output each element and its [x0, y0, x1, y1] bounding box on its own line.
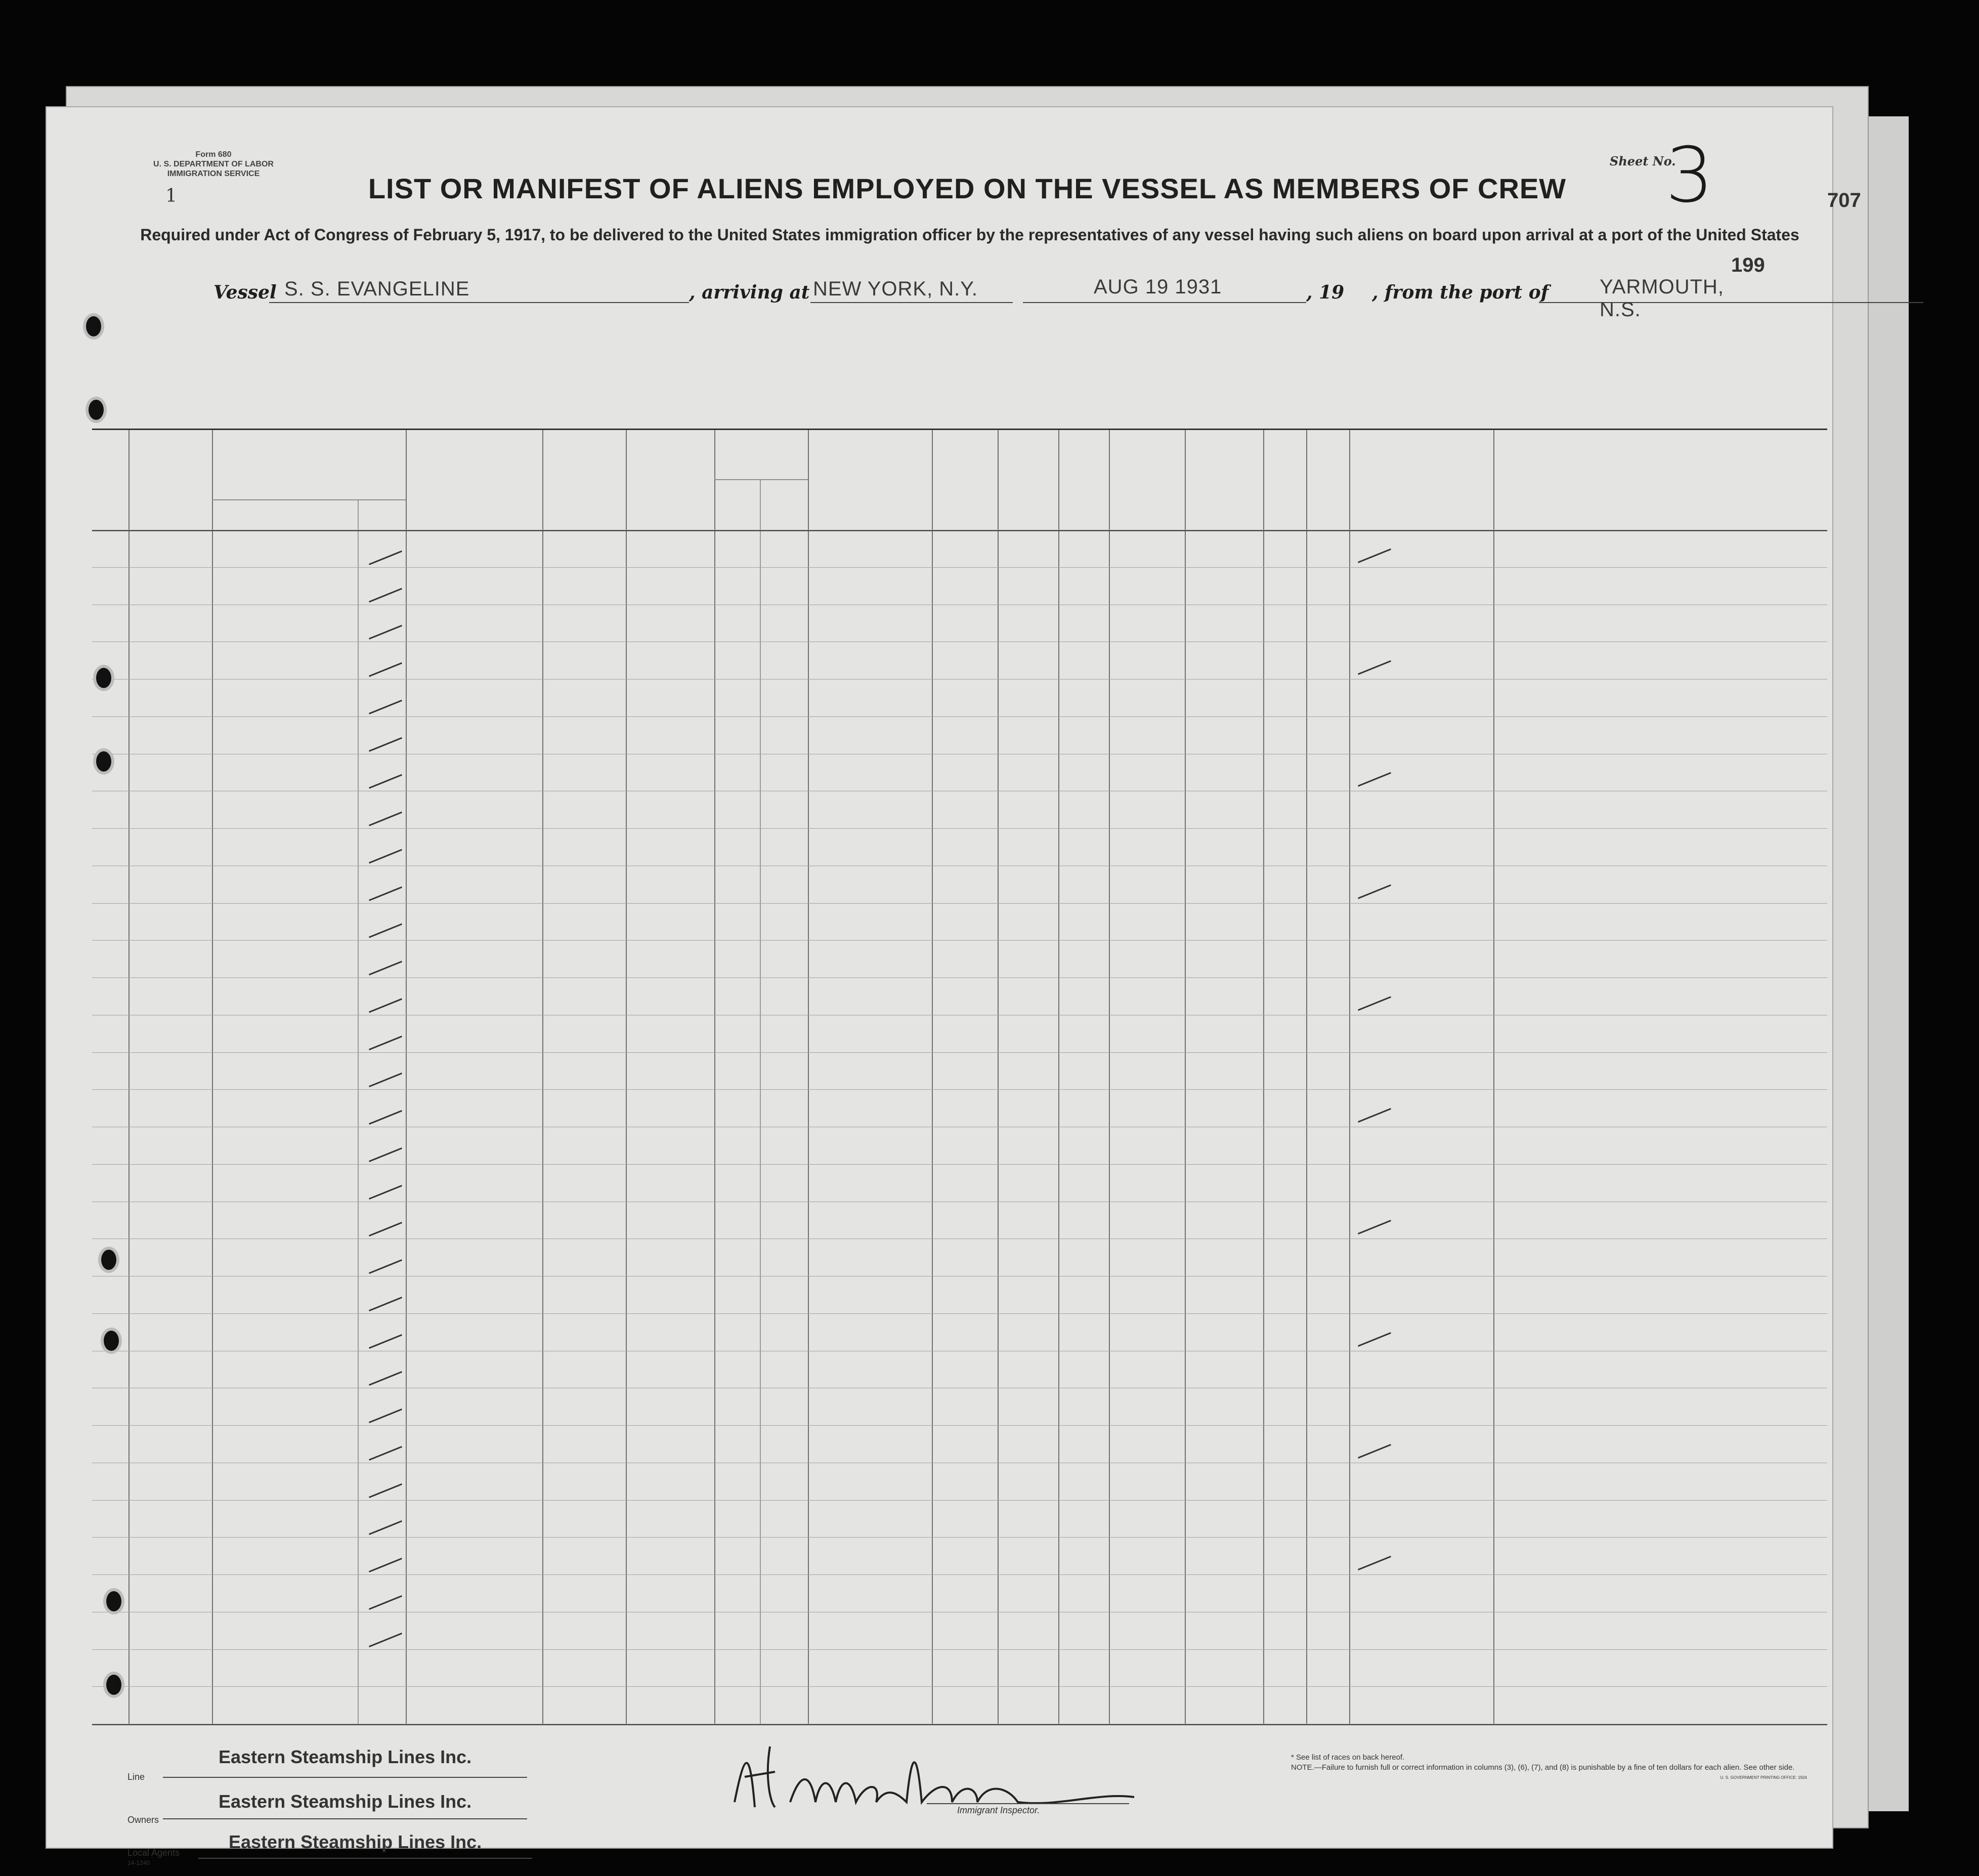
row-rule — [92, 1425, 1827, 1426]
physical-marks-check — [1358, 1220, 1391, 1234]
service-check-mark — [369, 587, 402, 602]
column-divider — [932, 429, 933, 1724]
agents-label: Local Agents — [127, 1848, 180, 1858]
page-edge-number: 707 — [1827, 189, 1861, 211]
service-check-mark — [369, 1147, 402, 1162]
row-rule — [92, 903, 1827, 904]
agents-underline — [198, 1858, 532, 1859]
from-port: YARMOUTH, N.S. — [1600, 276, 1725, 321]
service-check-mark — [369, 1259, 402, 1274]
service-check-mark — [369, 662, 402, 677]
owners-underline — [163, 1818, 527, 1819]
service-check-mark — [369, 1446, 402, 1461]
column-divider — [542, 429, 543, 1724]
line-company: Eastern Steamship Lines Inc. — [219, 1746, 472, 1767]
service-check-mark — [369, 1334, 402, 1348]
footer-notes — [1291, 1753, 1807, 1783]
column-divider — [714, 429, 715, 1724]
row-rule — [92, 1164, 1827, 1165]
column-divider — [212, 429, 213, 1724]
sheet-no-value: 3 — [1665, 132, 1714, 220]
physical-marks-check — [1358, 1108, 1391, 1123]
service-check-mark — [369, 923, 402, 938]
service-check-mark — [369, 1632, 402, 1647]
service-check-mark — [369, 1595, 402, 1610]
from-label: , from the port of — [1372, 282, 1549, 303]
row-rule — [92, 567, 1827, 568]
arriving-port: NEW YORK, N.Y. — [813, 278, 978, 300]
service-check-mark — [369, 1184, 402, 1199]
column-divider — [1349, 429, 1350, 1724]
form-number: Form 680 — [195, 150, 232, 159]
manifest-title: LIST OR MANIFEST OF ALIENS EMPLOYED ON THE VESSEL AS MEMBERS OF CREW — [368, 173, 1567, 204]
inspector-signature — [714, 1731, 1170, 1822]
physical-marks-check — [1358, 660, 1391, 675]
inspector-label: Immigrant Inspector. — [957, 1805, 1040, 1815]
column-divider — [128, 429, 130, 1724]
race-note: * See list of races on back hereof. — [1291, 1753, 1405, 1762]
arriving-label: , arriving at — [689, 282, 810, 303]
from-underline — [1539, 282, 1923, 303]
sheet-no-label: Sheet No. — [1610, 154, 1676, 168]
punch-hole — [96, 751, 111, 772]
physical-marks-check — [1358, 772, 1391, 787]
service-check-mark — [369, 1483, 402, 1498]
owners-company: Eastern Steamship Lines Inc. — [219, 1791, 472, 1812]
row-rule — [92, 1574, 1827, 1575]
handwritten-mark: 1 — [165, 186, 177, 206]
shipped-subheader-rule — [714, 479, 808, 480]
service-check-mark — [369, 1520, 402, 1535]
column-divider — [1185, 429, 1186, 1724]
column-divider — [1058, 429, 1059, 1724]
punch-hole — [96, 668, 111, 688]
table-top-rule — [92, 429, 1827, 430]
vessel-name: S. S. EVANGELINE — [284, 278, 470, 300]
row-rule — [92, 1313, 1827, 1314]
service-check-mark — [369, 998, 402, 1013]
service-name: IMMIGRATION SERVICE — [167, 169, 260, 178]
manifest-table — [92, 429, 1827, 1779]
row-rule — [92, 1686, 1827, 1687]
row-rule — [92, 1500, 1827, 1501]
service-check-mark — [369, 812, 402, 826]
service-check-mark — [369, 1035, 402, 1050]
row-rule — [92, 940, 1827, 941]
service-check-mark — [369, 1222, 402, 1237]
row-rule — [92, 1052, 1827, 1053]
physical-marks-check — [1358, 996, 1391, 1011]
agents-form-number: 14-1240 — [127, 1859, 150, 1866]
row-rule — [92, 1089, 1827, 1090]
service-check-mark — [369, 961, 402, 975]
signature-name: H. A. Malone — [881, 1810, 932, 1819]
vessel-label: Vessel — [213, 282, 277, 303]
stamp-number: 199 — [1731, 254, 1765, 276]
row-rule — [92, 716, 1827, 717]
service-check-mark — [369, 1371, 402, 1386]
physical-marks-check — [1358, 1556, 1391, 1570]
punch-hole — [101, 1250, 116, 1270]
column-divider — [1306, 429, 1307, 1724]
service-check-mark — [369, 1073, 402, 1087]
name-subheader-rule — [212, 499, 406, 500]
service-check-mark — [369, 1110, 402, 1125]
name-divider — [358, 499, 359, 1724]
agents-company: Eastern Steamship Lines Inc. — [229, 1831, 482, 1852]
row-rule — [92, 977, 1827, 978]
service-check-mark — [369, 1409, 402, 1423]
physical-marks-check — [1358, 884, 1391, 899]
service-check-mark — [369, 849, 402, 864]
year-label: , 19 — [1306, 282, 1345, 303]
physical-marks-check — [1358, 1444, 1391, 1459]
column-divider — [406, 429, 407, 1724]
gpo-note: U. S. GOVERNMENT PRINTING OFFICE: 1924 — [1720, 1775, 1807, 1780]
column-divider — [1493, 429, 1494, 1724]
punch-hole — [106, 1675, 121, 1695]
arrival-date: AUG 19 1931 — [1094, 276, 1222, 298]
punch-hole — [89, 400, 104, 420]
vessel-line — [213, 276, 1731, 321]
row-rule — [92, 828, 1827, 829]
manifest-subtitle: Required under Act of Congress of February 5, 1917, to be delivered to the United States immigration officer by the representatives of any vessel having such aliens on board upon arrival at a port of the United States — [140, 226, 1799, 244]
service-check-mark — [369, 1297, 402, 1311]
column-divider — [1263, 429, 1264, 1724]
physical-marks-check — [1358, 1332, 1391, 1346]
service-check-mark — [369, 1558, 402, 1572]
service-check-mark — [369, 737, 402, 751]
manifest-sheet — [46, 106, 1861, 1866]
form-agency-block — [148, 150, 279, 179]
department-name: U. S. DEPARTMENT OF LABOR — [153, 160, 274, 168]
penalty-note: NOTE.—Failure to furnish full or correct information in columns (3), (6), (7), and (8) is punishable by a fine of ten dollars for each alien. See other side. — [1291, 1763, 1795, 1772]
column-divider — [808, 429, 809, 1724]
service-check-mark — [369, 625, 402, 639]
punch-hole — [104, 1331, 119, 1351]
row-rule — [92, 1537, 1827, 1538]
service-check-mark — [369, 774, 402, 789]
physical-marks-check — [1358, 548, 1391, 563]
column-divider — [998, 429, 999, 1724]
line-underline — [163, 1777, 527, 1778]
punch-hole — [106, 1591, 121, 1611]
owners-label: Owners — [127, 1815, 159, 1825]
service-check-mark — [369, 886, 402, 901]
line-label: Line — [127, 1772, 145, 1782]
column-divider — [626, 429, 627, 1724]
inspector-underline — [927, 1803, 1129, 1804]
column-divider — [1109, 429, 1110, 1724]
service-check-mark — [369, 700, 402, 714]
punch-hole — [86, 316, 101, 336]
row-rule — [92, 1649, 1827, 1650]
service-check-mark — [369, 550, 402, 565]
